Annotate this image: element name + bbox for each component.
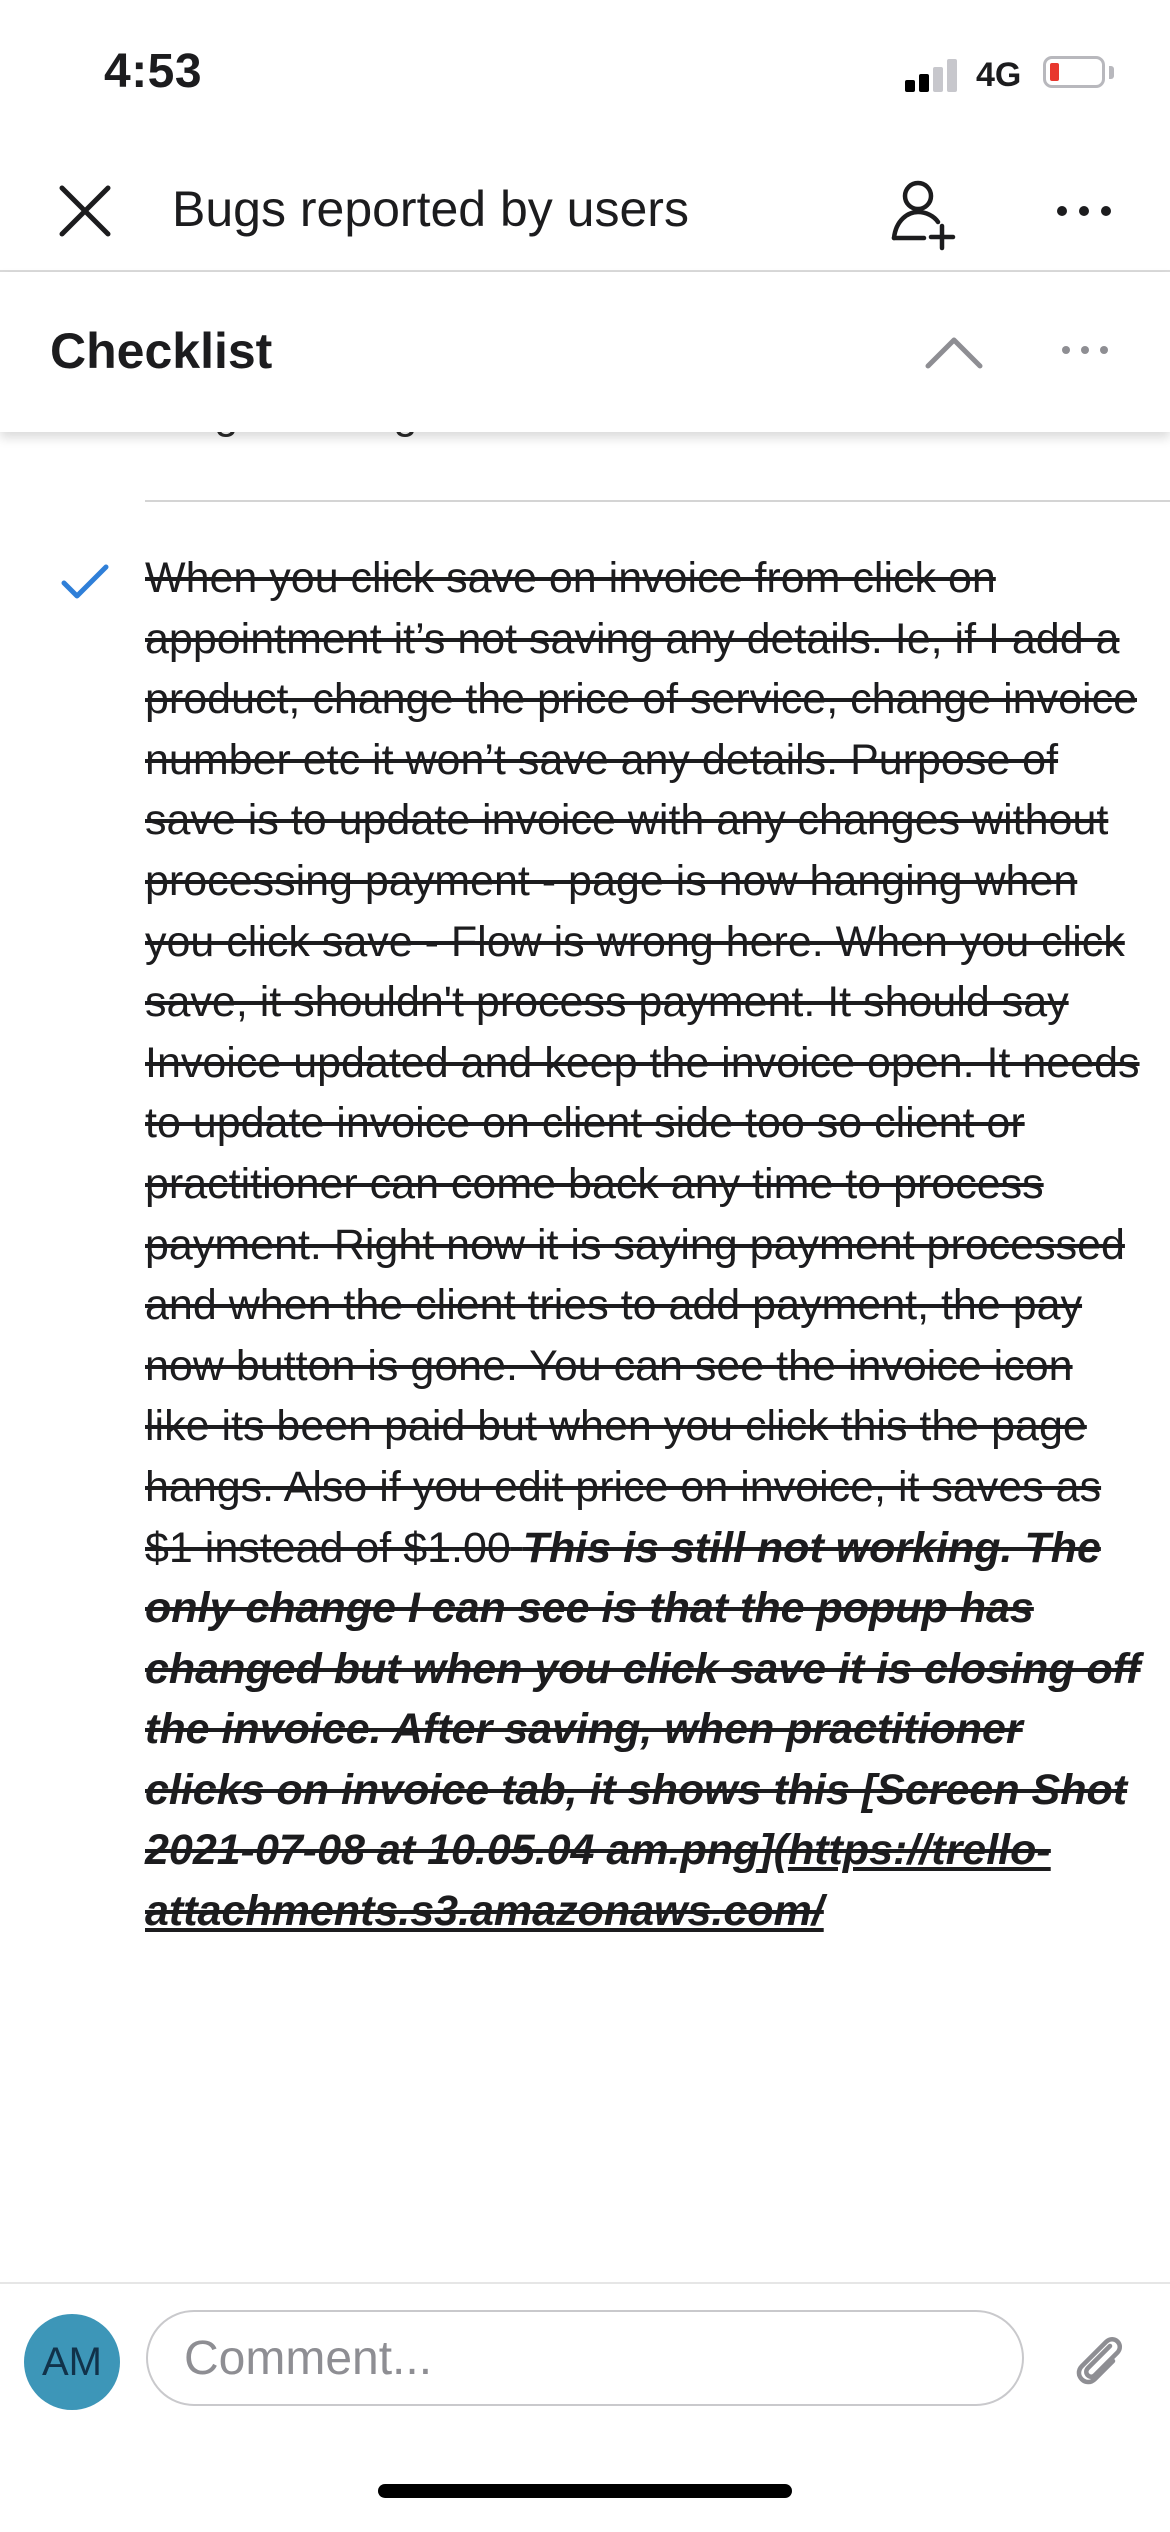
battery-cap xyxy=(1109,66,1114,79)
close-button[interactable] xyxy=(50,176,120,246)
attach-button[interactable] xyxy=(1066,2326,1130,2390)
more-options-button[interactable] xyxy=(1050,186,1120,236)
comment-input[interactable] xyxy=(146,2310,1024,2406)
network-type: 4G xyxy=(976,56,1022,94)
item-divider xyxy=(145,500,1170,502)
more-horizontal-icon xyxy=(1055,330,1115,370)
signal-strength-icon xyxy=(905,58,957,92)
checkmark-icon xyxy=(58,560,112,604)
add-person-icon xyxy=(884,172,964,252)
add-member-button[interactable] xyxy=(884,172,964,252)
status-bar xyxy=(0,0,1170,150)
status-time: 4:53 xyxy=(104,45,203,98)
checklist-more-button[interactable] xyxy=(1055,330,1115,370)
card-header xyxy=(0,150,1170,272)
close-icon xyxy=(50,176,120,246)
checklist-title: Checklist xyxy=(50,323,273,379)
card-title: Bugs reported by users xyxy=(172,181,689,237)
chevron-up-icon xyxy=(918,330,990,374)
collapse-checklist-button[interactable] xyxy=(918,330,990,374)
more-horizontal-icon xyxy=(1050,186,1120,236)
home-indicator xyxy=(378,2484,792,2498)
checklist-content xyxy=(0,272,1170,2282)
avatar[interactable]: AM xyxy=(24,2314,120,2410)
item-followup-note: This is still not working. The only change I can see is that the popup has changed but when you click save it is closing off the invoice. After saving, when practitioner clicks on invoice tab, it shows this [Screen Shot 2021-07-08 at 10.05.04 am.png]( xyxy=(145,1523,1141,1875)
battery-icon xyxy=(1043,56,1105,88)
attachment-link[interactable]: https://trello-attachments.s3.amazonaws.com/ xyxy=(145,1826,1051,1936)
item-checkbox[interactable] xyxy=(58,560,112,604)
item-description: When you click save on invoice from click on appointment it’s not saving any details. Ie, if I add a product, change the price of service, change invoice number etc it won’t save any details. Purpose of save is to update invoice with any changes without processing payment - page is now hanging when you click save - Flow is wrong here. When you click save, it shouldn't process payment. It should say Invoice updated and keep the invoice open. It needs to update invoice on client side too so client or practitioner can come back any time to process payment. Right now it is saying payment processed and when the client tries to add payment, the pay now button is gone. You can see the invoice icon like its been paid but when you click this the page hangs. Also if you edit price on invoice, it saves as $1 instead of $1.00 xyxy=(145,554,1140,1572)
checklist-item-text[interactable] xyxy=(145,548,1145,1942)
comment-bar xyxy=(0,2282,1170,2532)
paperclip-icon xyxy=(1066,2326,1130,2390)
checklist-header xyxy=(0,272,1170,432)
